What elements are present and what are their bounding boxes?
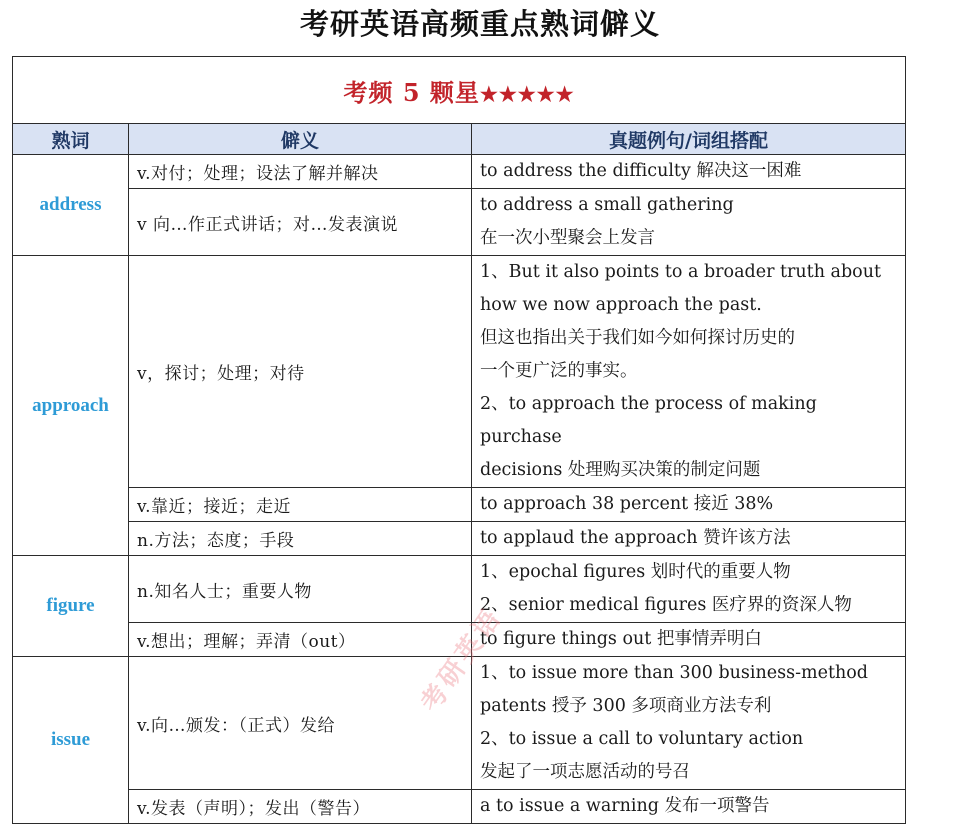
example-cell	[472, 256, 906, 488]
example-line: how we now approach the past.	[480, 295, 762, 315]
banner	[13, 57, 906, 124]
table-row	[13, 488, 906, 522]
sense-cell: v.想出；理解；弄清（out）	[129, 623, 472, 657]
example-line: 1、to issue more than 300 business-method	[480, 663, 869, 683]
sense-cell: v.发表（声明）；发出（警告）	[129, 790, 472, 824]
header-sense: 僻义	[129, 124, 472, 155]
sense-cell: v，探讨；处理；对待	[129, 256, 472, 488]
example-line: 2、senior medical figures 医疗界的资深人物	[480, 595, 852, 615]
word-issue: issue	[13, 657, 129, 824]
word-figure: figure	[13, 556, 129, 657]
example-cell: to figure things out 把事情弄明白	[472, 623, 906, 657]
sense-cell: v.靠近；接近；走近	[129, 488, 472, 522]
example-line: 一个更广泛的事实。	[480, 361, 638, 381]
table-row	[13, 790, 906, 824]
word-address: address	[13, 155, 129, 256]
sense-cell: v.向…颁发：（正式）发给	[129, 657, 472, 790]
word-approach: approach	[13, 256, 129, 556]
header-example: 真题例句/词组搭配	[472, 124, 906, 155]
example-line: 但这也指出关于我们如今如何探讨历史的	[480, 328, 795, 348]
example-cell: a to issue a warning 发布一项警告	[472, 790, 906, 824]
example-line: 1、epochal figures 划时代的重要人物	[480, 562, 791, 582]
example-cell	[472, 556, 906, 623]
vocab-table	[12, 56, 906, 824]
banner-row	[13, 57, 906, 124]
header-row	[13, 124, 906, 155]
example-cell	[472, 189, 906, 256]
sense-cell: n.知名人士；重要人物	[129, 556, 472, 623]
example-line: 2、to issue a call to voluntary action	[480, 729, 804, 749]
table-row	[13, 657, 906, 790]
example-line: 2、to approach the process of making purchase	[480, 394, 817, 447]
star-rating-icon: ★★★★★	[479, 81, 575, 106]
example-line: 在一次小型聚会上发言	[480, 228, 655, 248]
header-word: 熟词	[13, 124, 129, 155]
sense-cell: v 向…作正式讲话；对…发表演说	[129, 189, 472, 256]
example-line: 1、But it also points to a broader truth about	[480, 262, 882, 282]
example-cell: to applaud the approach 赞许该方法	[472, 522, 906, 556]
table-row	[13, 623, 906, 657]
table-row	[13, 522, 906, 556]
table-row	[13, 556, 906, 623]
page-title: 考研英语高频重点熟词僻义	[299, 7, 660, 41]
example-cell	[472, 657, 906, 790]
example-line: decisions 处理购买决策的制定问题	[480, 460, 761, 480]
table-row	[13, 189, 906, 256]
example-cell: to approach 38 percent 接近 38%	[472, 488, 906, 522]
sense-cell: v.对付；处理；设法了解并解决	[129, 155, 472, 189]
table-row	[13, 155, 906, 189]
example-cell: to address the difficulty 解决这一困难	[472, 155, 906, 189]
example-line: to address a small gathering	[480, 195, 734, 215]
sense-cell: n.方法；态度；手段	[129, 522, 472, 556]
table-row	[13, 256, 906, 488]
example-line: 发起了一项志愿活动的号召	[480, 762, 690, 782]
example-line: patents 授予 300 多项商业方法专利	[480, 696, 772, 716]
watermark-icon: 考研英语	[415, 602, 509, 718]
banner-text: 考频 5 颗星	[343, 77, 480, 107]
